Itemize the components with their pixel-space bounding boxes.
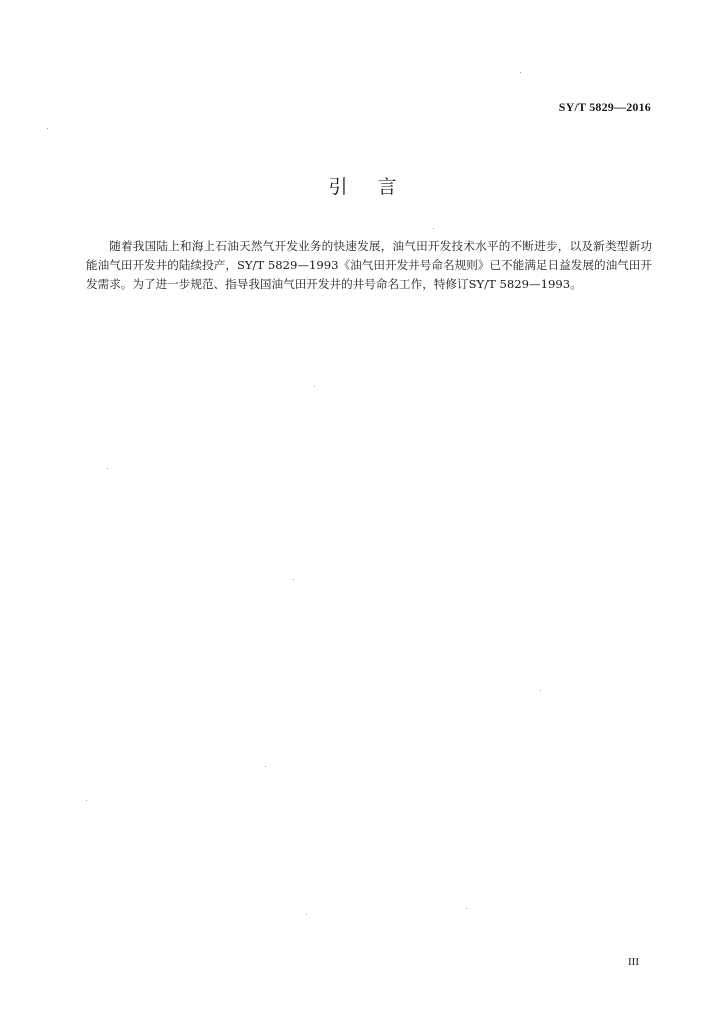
scan-speck: [86, 800, 87, 801]
scan-speck: [107, 468, 108, 469]
foreword-paragraph: 随着我国陆上和海上石油天然气开发业务的快速发展，油气田开发技术水平的不断进步，以及新类型新功能油气田开发井的陆续投产，SY/T 5829—1993《油气田开发井号命名规则》已不能满足日益发展的油气田开发需求。为了进一步规范、指导我国油气田开发井的井号命名工作，特修订SY/T 5829—1993。: [86, 239, 652, 291]
scan-speck: [466, 908, 467, 909]
scan-speck: [540, 690, 541, 691]
scan-speck: [433, 228, 434, 229]
scan-speck: [265, 766, 266, 767]
scan-speck: [293, 579, 294, 580]
scan-speck: [306, 914, 307, 915]
section-title: 引言: [328, 176, 427, 198]
page-number: III: [628, 956, 639, 968]
scan-speck: [47, 128, 48, 129]
standard-code: SY/T 5829—2016: [558, 100, 651, 114]
scan-speck: [314, 386, 315, 387]
scan-speck: [520, 72, 521, 73]
